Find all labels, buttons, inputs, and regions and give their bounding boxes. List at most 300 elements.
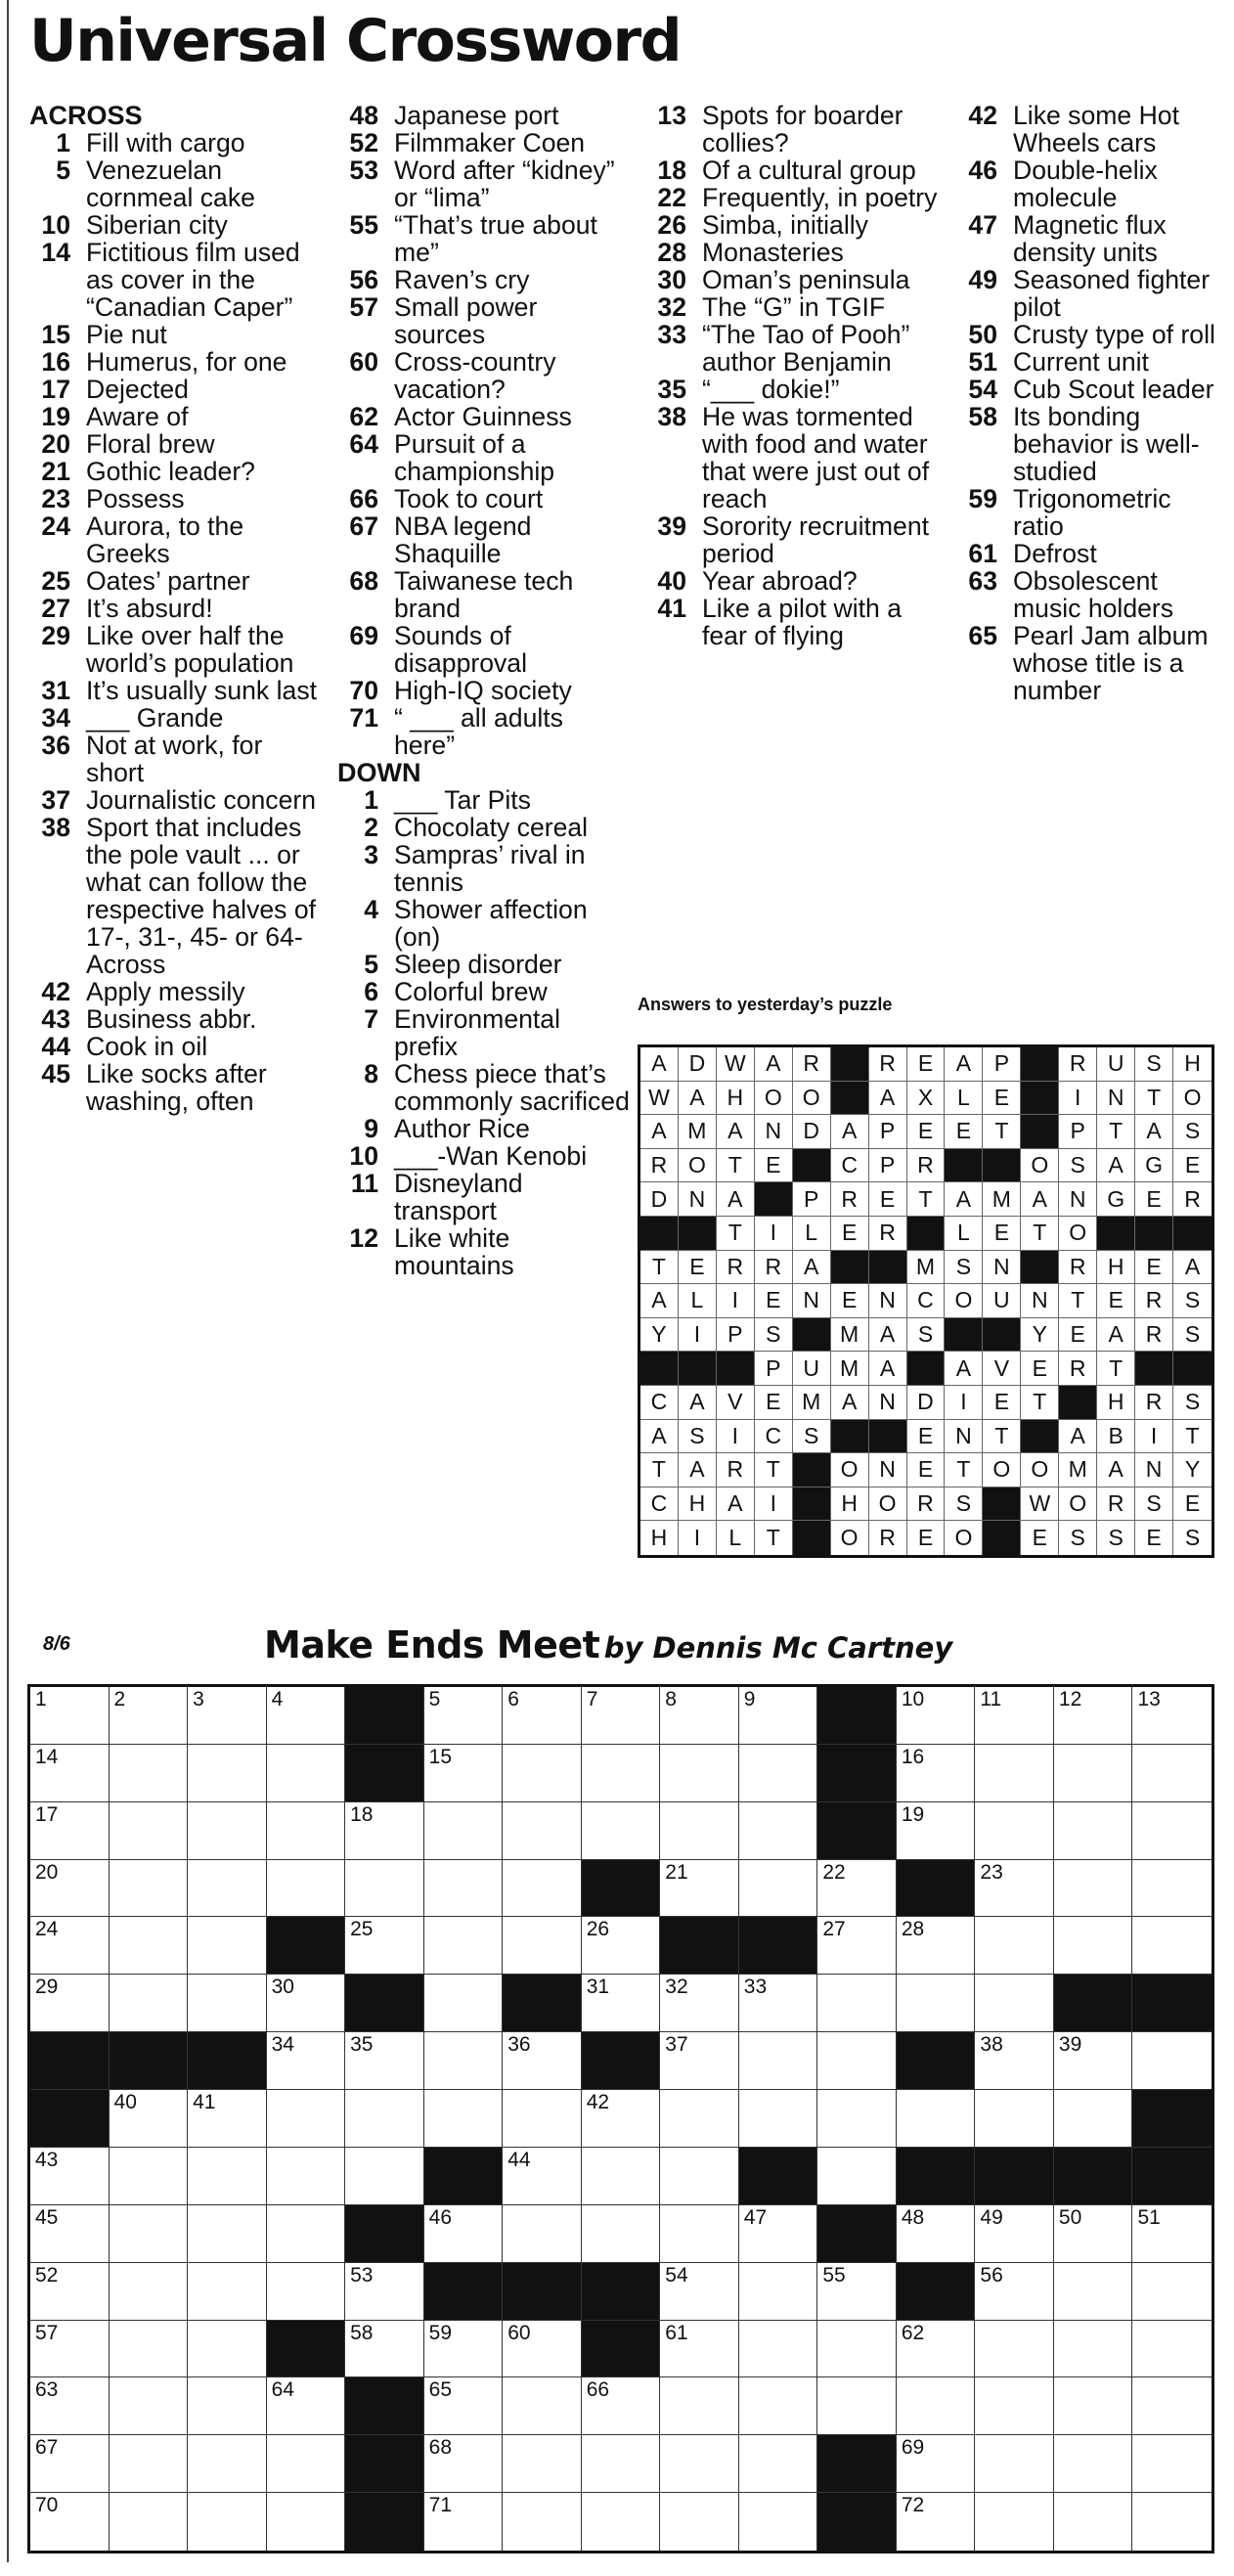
grid-cell[interactable] (1054, 2493, 1133, 2551)
grid-cell[interactable] (188, 2148, 267, 2205)
grid-cell[interactable] (582, 1917, 661, 1975)
clue-item (337, 896, 631, 951)
answer-cell: E (907, 1420, 946, 1454)
grid-cell[interactable] (110, 2493, 189, 2551)
grid-cell[interactable] (503, 1917, 582, 1975)
grid-cell[interactable] (424, 2205, 504, 2263)
grid-cell[interactable] (30, 1802, 110, 1860)
clue-item (337, 704, 631, 759)
black-square (345, 1687, 424, 1745)
grid-cell[interactable] (1132, 1917, 1212, 1975)
clue-number: 44 (41, 1032, 70, 1061)
grid-cell[interactable] (660, 1745, 739, 1802)
grid-cell[interactable] (817, 2148, 897, 2205)
grid-cell[interactable] (188, 1975, 267, 2032)
cell-number: 13 (1137, 1688, 1161, 1710)
grid-cell[interactable] (1132, 2205, 1212, 2263)
clue-number: 24 (41, 511, 70, 541)
puzzle-title: Make Ends Meet (264, 1623, 600, 1666)
grid-cell[interactable] (975, 2205, 1054, 2263)
grid-cell[interactable] (1132, 2321, 1212, 2378)
grid-cell[interactable] (817, 1975, 897, 2032)
grid-cell[interactable] (30, 1745, 110, 1802)
answer-cell: T (1021, 1217, 1059, 1251)
grid-cell[interactable] (739, 2435, 818, 2493)
grid-cell[interactable] (30, 2435, 110, 2493)
grid-cell[interactable] (345, 2032, 424, 2090)
grid-cell[interactable] (424, 1802, 504, 1860)
grid-cell[interactable] (739, 1687, 818, 1745)
clue-number: 8 (364, 1059, 378, 1088)
grid-cell[interactable] (424, 2090, 504, 2148)
clue-item (645, 156, 939, 184)
grid-cell[interactable] (267, 2377, 346, 2435)
grid-cell[interactable] (897, 2435, 976, 2493)
answer-cell: P (717, 1318, 755, 1353)
grid-cell[interactable] (582, 2493, 661, 2551)
grid-cell[interactable] (897, 2377, 976, 2435)
grid-cell[interactable] (739, 2263, 818, 2321)
grid-cell[interactable] (188, 2321, 267, 2378)
grid-cell[interactable] (110, 2148, 189, 2205)
answer-cell: L (679, 1284, 717, 1318)
grid-cell[interactable] (817, 2321, 897, 2378)
grid-cell[interactable] (660, 1687, 739, 1745)
cell-number: 34 (271, 2033, 294, 2057)
grid-cell[interactable] (1054, 2435, 1133, 2493)
answer-black-square (679, 1352, 717, 1386)
grid-cell[interactable] (188, 2205, 267, 2263)
grid-cell[interactable] (897, 2205, 976, 2263)
answer-cell: S (1173, 1386, 1212, 1420)
grid-cell[interactable] (188, 1802, 267, 1860)
clue-item (29, 1005, 323, 1033)
grid-cell[interactable] (660, 1802, 739, 1860)
clue-number: 46 (968, 155, 997, 185)
clue-item (956, 211, 1220, 266)
grid-cell[interactable] (897, 2090, 976, 2148)
clue-number: 71 (349, 703, 378, 733)
grid-cell[interactable] (975, 1917, 1054, 1975)
black-square (897, 1860, 976, 1918)
grid-cell[interactable] (110, 1802, 189, 1860)
grid-cell[interactable] (975, 2493, 1054, 2551)
black-square (817, 1802, 897, 1860)
grid-cell[interactable] (817, 2263, 897, 2321)
grid-cell[interactable] (975, 1802, 1054, 1860)
grid-cell[interactable] (30, 2148, 110, 2205)
grid-cell[interactable] (424, 2493, 504, 2551)
clue-text: Aurora, to the Greeks (86, 511, 244, 568)
across-heading: ACROSS (29, 101, 143, 130)
grid-cell[interactable] (739, 2377, 818, 2435)
grid-cell[interactable] (503, 2148, 582, 2205)
grid-cell[interactable] (582, 2205, 661, 2263)
clue-number: 47 (968, 210, 997, 240)
grid-cell[interactable] (345, 2321, 424, 2378)
grid-cell[interactable] (267, 1975, 346, 2032)
answer-cell: O (831, 1453, 869, 1488)
grid-cell[interactable] (660, 2435, 739, 2493)
clue-text: “ ___ all adults here” (394, 703, 563, 760)
cell-number: 6 (507, 1688, 519, 1710)
grid-cell[interactable] (975, 1975, 1054, 2032)
grid-cell[interactable] (897, 2321, 976, 2378)
clue-text: ___-Wan Kenobi (394, 1141, 588, 1171)
clue-item (645, 567, 939, 595)
answer-cell: A (640, 1047, 679, 1082)
grid-cell[interactable] (267, 2205, 346, 2263)
grid-cell[interactable] (110, 1745, 189, 1802)
grid-cell[interactable] (739, 1745, 818, 1802)
black-square (582, 2032, 661, 2090)
grid-cell[interactable] (110, 1687, 189, 1745)
grid-cell[interactable] (1054, 2377, 1133, 2435)
answer-cell: C (755, 1420, 793, 1454)
grid-cell[interactable] (267, 1687, 346, 1745)
grid-cell[interactable] (1132, 1745, 1212, 1802)
grid-cell[interactable] (110, 2377, 189, 2435)
grid-cell[interactable] (1132, 1802, 1212, 1860)
grid-cell[interactable] (1132, 2263, 1212, 2321)
grid-cell[interactable] (345, 1860, 424, 1918)
grid-cell[interactable] (503, 1745, 582, 1802)
grid-cell[interactable] (660, 2377, 739, 2435)
answer-cell: T (907, 1182, 946, 1217)
grid-cell[interactable] (660, 2493, 739, 2551)
clue-number: 38 (657, 402, 686, 431)
answer-cell: E (945, 1115, 983, 1149)
grid-cell[interactable] (424, 2032, 504, 2090)
answer-black-square (640, 1352, 679, 1386)
clue-text: Dejected (86, 375, 189, 404)
grid-cell[interactable] (660, 1975, 739, 2032)
grid-cell[interactable] (503, 1860, 582, 1918)
grid-cell[interactable] (30, 1860, 110, 1918)
answer-cell: I (717, 1284, 755, 1318)
grid-cell[interactable] (739, 2321, 818, 2378)
grid-cell[interactable] (1132, 2377, 1212, 2435)
grid-cell[interactable] (975, 1860, 1054, 1918)
grid-cell[interactable] (1132, 1687, 1212, 1745)
clue-number: 42 (41, 977, 70, 1006)
grid-cell[interactable] (30, 2377, 110, 2435)
black-square (1054, 2148, 1133, 2205)
cell-number: 36 (507, 2033, 531, 2057)
clue-item (337, 485, 631, 512)
grid-cell[interactable] (1054, 2321, 1133, 2378)
grid-cell[interactable] (188, 2377, 267, 2435)
grid-cell[interactable] (424, 1917, 504, 1975)
cell-number: 35 (350, 2033, 374, 2057)
answer-cell: R (869, 1521, 907, 1555)
clue-text: Possess (86, 484, 185, 513)
grid-cell[interactable] (110, 2321, 189, 2378)
grid-cell[interactable] (1054, 1745, 1133, 1802)
cell-number: 58 (350, 2321, 374, 2344)
answer-black-square (983, 1488, 1021, 1522)
grid-cell[interactable] (1054, 1802, 1133, 1860)
grid-cell[interactable] (188, 1860, 267, 1918)
grid-cell[interactable] (267, 2263, 346, 2321)
answer-black-square (717, 1352, 755, 1386)
grid-cell[interactable] (503, 1802, 582, 1860)
grid-cell[interactable] (739, 1975, 818, 2032)
answer-cell: R (1135, 1318, 1173, 1353)
grid-cell[interactable] (110, 1975, 189, 2032)
clue-text: Like some Hot Wheels cars (1013, 101, 1179, 157)
grid-cell[interactable] (817, 1860, 897, 1918)
grid-cell[interactable] (739, 1860, 818, 1918)
grid-cell[interactable] (582, 2148, 661, 2205)
grid-cell[interactable] (503, 2205, 582, 2263)
grid-cell[interactable] (660, 1860, 739, 1918)
clue-text: Apply messily (86, 977, 245, 1006)
answer-cell: N (793, 1284, 831, 1318)
grid-cell[interactable] (30, 1975, 110, 2032)
grid-cell[interactable] (1132, 2032, 1212, 2090)
answer-cell: A (640, 1420, 679, 1454)
grid-cell[interactable] (30, 1687, 110, 1745)
grid-cell[interactable] (30, 1917, 110, 1975)
answer-black-square (907, 1217, 946, 1251)
grid-cell[interactable] (660, 2205, 739, 2263)
grid-cell[interactable] (1054, 2090, 1133, 2148)
grid-cell[interactable] (817, 2032, 897, 2090)
grid-cell[interactable] (660, 2090, 739, 2148)
grid-cell[interactable] (30, 2205, 110, 2263)
grid-cell[interactable] (188, 2493, 267, 2551)
answer-cell: S (1173, 1284, 1212, 1318)
answer-cell: A (1097, 1453, 1135, 1488)
cell-number: 70 (35, 2494, 59, 2517)
grid-cell[interactable] (897, 1745, 976, 1802)
grid-cell[interactable] (30, 2263, 110, 2321)
grid-cell[interactable] (503, 2090, 582, 2148)
grid-cell[interactable] (817, 2377, 897, 2435)
answer-cell: N (1097, 1082, 1135, 1116)
grid-cell[interactable] (1132, 2435, 1212, 2493)
answer-cell: E (1135, 1251, 1173, 1285)
clue-text: Word after “kidney” or “lima” (394, 155, 615, 212)
grid-cell[interactable] (503, 2032, 582, 2090)
grid-cell[interactable] (582, 1802, 661, 1860)
grid-cell[interactable] (188, 2090, 267, 2148)
grid-cell[interactable] (345, 2148, 424, 2205)
grid-cell[interactable] (267, 1745, 346, 1802)
black-square (424, 2263, 504, 2321)
answer-cell: E (907, 1453, 946, 1488)
grid-cell[interactable] (424, 2377, 504, 2435)
grid-cell[interactable] (503, 1687, 582, 1745)
answer-cell: E (679, 1251, 717, 1285)
grid-cell[interactable] (110, 2205, 189, 2263)
grid-cell[interactable] (582, 1687, 661, 1745)
clue-item (956, 156, 1220, 211)
cell-number: 20 (35, 1860, 59, 1884)
grid-cell[interactable] (975, 2377, 1054, 2435)
clue-number: 48 (349, 101, 378, 130)
grid-cell[interactable] (188, 1687, 267, 1745)
clue-item (645, 239, 939, 266)
grid-cell[interactable] (30, 2493, 110, 2551)
clue-number: 10 (349, 1141, 378, 1171)
grid-cell[interactable] (345, 1917, 424, 1975)
grid-cell[interactable] (1132, 1860, 1212, 1918)
answer-cell: N (983, 1251, 1021, 1285)
black-square (267, 1917, 346, 1975)
grid-cell[interactable] (1054, 2205, 1133, 2263)
grid-cell[interactable] (582, 2377, 661, 2435)
answer-cell: D (679, 1047, 717, 1082)
grid-cell[interactable] (503, 2377, 582, 2435)
grid-cell[interactable] (582, 1975, 661, 2032)
grid-cell[interactable] (267, 2032, 346, 2090)
grid-cell[interactable] (739, 2032, 818, 2090)
answer-cell: E (1135, 1182, 1173, 1217)
answer-cell: L (945, 1217, 983, 1251)
answer-cell: G (1135, 1149, 1173, 1183)
clue-text: Oates’ partner (86, 566, 250, 596)
grid-cell[interactable] (1054, 1860, 1133, 1918)
clue-number: 28 (657, 238, 686, 267)
grid-cell[interactable] (582, 1745, 661, 1802)
grid-cell[interactable] (1054, 2263, 1133, 2321)
grid-cell[interactable] (739, 2205, 818, 2263)
grid-cell[interactable] (975, 2263, 1054, 2321)
grid-cell[interactable] (1054, 1917, 1133, 1975)
grid-cell[interactable] (267, 2148, 346, 2205)
grid-cell[interactable] (739, 2493, 818, 2551)
grid-cell[interactable] (1132, 2493, 1212, 2551)
cell-number: 67 (35, 2436, 59, 2460)
grid-cell[interactable] (267, 1802, 346, 1860)
clue-text: ___ Tar Pits (394, 785, 531, 815)
grid-cell[interactable] (345, 1802, 424, 1860)
grid-cell[interactable] (897, 1802, 976, 1860)
grid-cell[interactable] (345, 2263, 424, 2321)
grid-cell[interactable] (739, 2090, 818, 2148)
cell-number: 60 (507, 2321, 531, 2344)
clue-item (645, 403, 939, 512)
grid-cell[interactable] (110, 2090, 189, 2148)
answer-cell: O (679, 1149, 717, 1183)
grid-cell[interactable] (110, 2435, 189, 2493)
grid-cell[interactable] (975, 2090, 1054, 2148)
grid-cell[interactable] (975, 2435, 1054, 2493)
grid-cell[interactable] (897, 2493, 976, 2551)
grid-cell[interactable] (110, 2263, 189, 2321)
clue-number: 40 (657, 566, 686, 596)
answer-cell: E (907, 1521, 946, 1555)
grid-cell[interactable] (975, 2032, 1054, 2090)
answer-cell: R (869, 1047, 907, 1082)
grid-cell[interactable] (424, 2321, 504, 2378)
grid-cell[interactable] (897, 1975, 976, 2032)
grid-cell[interactable] (897, 1917, 976, 1975)
answer-cell: R (1135, 1284, 1173, 1318)
grid-cell[interactable] (424, 2435, 504, 2493)
clue-number: 35 (657, 375, 686, 404)
clue-item (337, 1142, 631, 1170)
grid-cell[interactable] (1054, 2032, 1133, 2090)
answer-cell: E (1135, 1521, 1173, 1555)
grid-cell[interactable] (424, 1745, 504, 1802)
grid-cell[interactable] (1054, 1687, 1133, 1745)
grid-cell[interactable] (110, 1860, 189, 1918)
grid-cell[interactable] (660, 2263, 739, 2321)
clue-number: 65 (968, 621, 997, 650)
clue-item (337, 1170, 631, 1224)
grid-cell[interactable] (110, 1917, 189, 1975)
grid-cell[interactable] (424, 1975, 504, 2032)
grid-cell[interactable] (975, 1687, 1054, 1745)
answer-black-square (793, 1318, 831, 1353)
clue-text: The “G” in TGIF (702, 292, 886, 322)
cell-number: 68 (428, 2436, 453, 2460)
clue-item (337, 951, 631, 978)
answer-cell: I (679, 1318, 717, 1353)
grid-cell[interactable] (660, 2032, 739, 2090)
grid-cell[interactable] (660, 2148, 739, 2205)
grid-cell[interactable] (582, 2090, 661, 2148)
grid-cell[interactable] (188, 1917, 267, 1975)
grid-cell[interactable] (975, 2321, 1054, 2378)
grid-cell[interactable] (503, 2321, 582, 2378)
clue-item (337, 677, 631, 704)
clue-number: 29 (41, 621, 70, 650)
grid-cell[interactable] (267, 2435, 346, 2493)
grid-cell[interactable] (267, 2493, 346, 2551)
grid-cell[interactable] (975, 1745, 1054, 1802)
answer-cell: O (831, 1521, 869, 1555)
grid-cell[interactable] (817, 1917, 897, 1975)
answer-black-square (869, 1420, 907, 1454)
grid-cell[interactable] (188, 2263, 267, 2321)
grid-cell[interactable] (817, 2090, 897, 2148)
black-square (817, 1687, 897, 1745)
grid-cell[interactable] (30, 2321, 110, 2378)
grid-cell[interactable] (660, 2321, 739, 2378)
answer-cell: S (1135, 1488, 1173, 1522)
grid-cell[interactable] (503, 2435, 582, 2493)
cell-number: 14 (35, 1745, 59, 1768)
clue-number: 5 (56, 155, 70, 185)
cell-number: 55 (822, 2263, 846, 2287)
grid-cell[interactable] (267, 2090, 346, 2148)
grid-cell[interactable] (739, 1802, 818, 1860)
clue-number: 67 (349, 511, 378, 541)
grid-cell[interactable] (424, 1860, 504, 1918)
grid-cell[interactable] (582, 2435, 661, 2493)
grid-cell[interactable] (345, 2090, 424, 2148)
grid-cell[interactable] (503, 2493, 582, 2551)
clue-item (29, 978, 323, 1005)
cell-number: 31 (586, 1976, 610, 1999)
clue-number: 11 (350, 1169, 378, 1198)
grid-cell[interactable] (188, 2435, 267, 2493)
clue-number: 43 (41, 1004, 70, 1034)
clue-item (956, 348, 1220, 376)
grid-cell[interactable] (897, 1687, 976, 1745)
grid-cell[interactable] (424, 1687, 504, 1745)
answer-cell: A (1021, 1182, 1059, 1217)
clue-item (337, 1224, 631, 1279)
grid-cell[interactable] (188, 1745, 267, 1802)
black-square (582, 1860, 661, 1918)
grid-cell[interactable] (267, 1860, 346, 1918)
answer-cell: E (1021, 1352, 1059, 1386)
